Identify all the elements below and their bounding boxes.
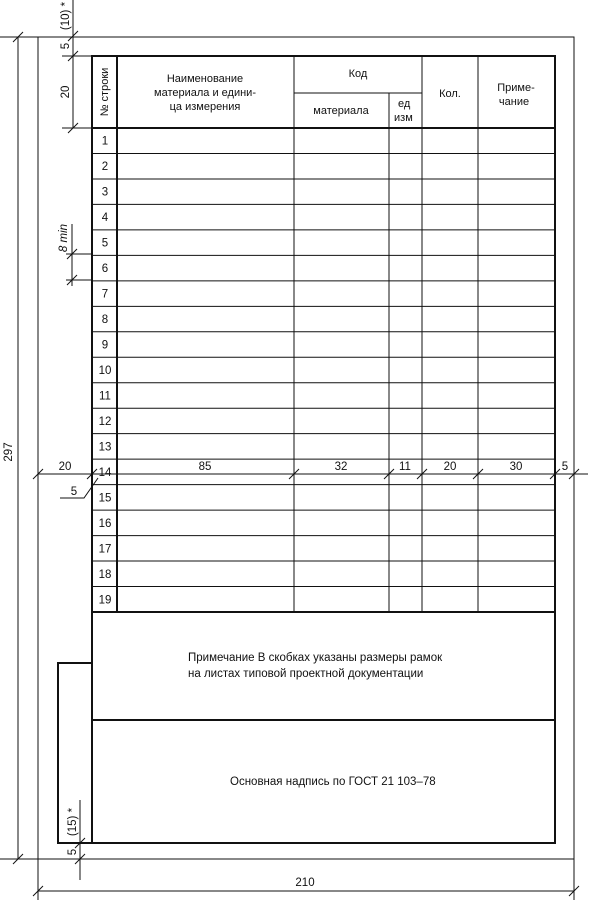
- row-number: 1: [101, 135, 109, 148]
- row-number: 10: [98, 365, 112, 377]
- dim-header-20: 20: [60, 85, 72, 99]
- row-number: 16: [98, 517, 112, 530]
- header-qty: Кол.: [439, 88, 461, 100]
- dim-right-5: 5: [561, 461, 569, 473]
- dim-left-5: 5: [70, 486, 78, 498]
- row-number: 19: [98, 594, 112, 607]
- row-number: 15: [98, 492, 112, 505]
- header-note-1: Приме-: [497, 82, 535, 94]
- dim-left-20: 20: [58, 461, 72, 473]
- row-lines: [92, 153, 555, 586]
- row-number: 14: [98, 466, 112, 479]
- header-name-3: ца измерения: [169, 101, 241, 113]
- header-note-2: чание: [498, 96, 530, 108]
- row-number: 7: [101, 288, 109, 301]
- dim-297-label: 297: [3, 442, 15, 462]
- row-number: 6: [101, 263, 109, 276]
- row-number: 17: [98, 543, 112, 556]
- dim-width-210: 210: [295, 877, 315, 889]
- row-number: 4: [101, 212, 109, 225]
- row-number: 12: [98, 415, 112, 428]
- header-code-material: материала: [313, 105, 369, 117]
- header-code-unit-2: изм: [394, 112, 413, 124]
- header-name-1: Наименование: [166, 73, 244, 85]
- header-code-unit-1: ед: [398, 98, 411, 110]
- row-number: 9: [101, 339, 109, 352]
- header-row-no: № строки: [99, 67, 111, 117]
- row-number: 13: [98, 441, 112, 454]
- dim-bottom-5: 5: [67, 848, 79, 856]
- sheet-outline: [38, 37, 574, 859]
- dim-side-15: (15) *: [67, 807, 79, 837]
- remark-line-1: Примечание В скобках указаны размеры рамок: [188, 652, 443, 664]
- dim-col-11: 11: [399, 461, 411, 473]
- row-number: 11: [99, 390, 111, 403]
- dim-col-30: 30: [509, 461, 523, 473]
- remark-line-2: на листах типовой проектной документации: [188, 668, 424, 680]
- dim-col-85: 85: [198, 461, 212, 473]
- row-number: 5: [101, 237, 109, 250]
- stamp-text: Основная надпись по ГОСТ 21 103–78: [230, 776, 436, 788]
- header-name-2: материала и едини-: [154, 87, 256, 99]
- dim-top-10: (10) *: [60, 1, 72, 31]
- row-number: 18: [98, 568, 112, 581]
- dim-top-5: 5: [60, 42, 72, 50]
- header-code: Код: [348, 68, 368, 80]
- row-number: 2: [101, 161, 109, 174]
- dim-row-8min: 8 min: [58, 223, 70, 253]
- row-number: 8: [101, 314, 109, 327]
- dim-col-32: 32: [334, 461, 348, 473]
- main-frame: [92, 56, 555, 843]
- row-number: 3: [101, 186, 109, 199]
- dim-col-20: 20: [443, 461, 457, 473]
